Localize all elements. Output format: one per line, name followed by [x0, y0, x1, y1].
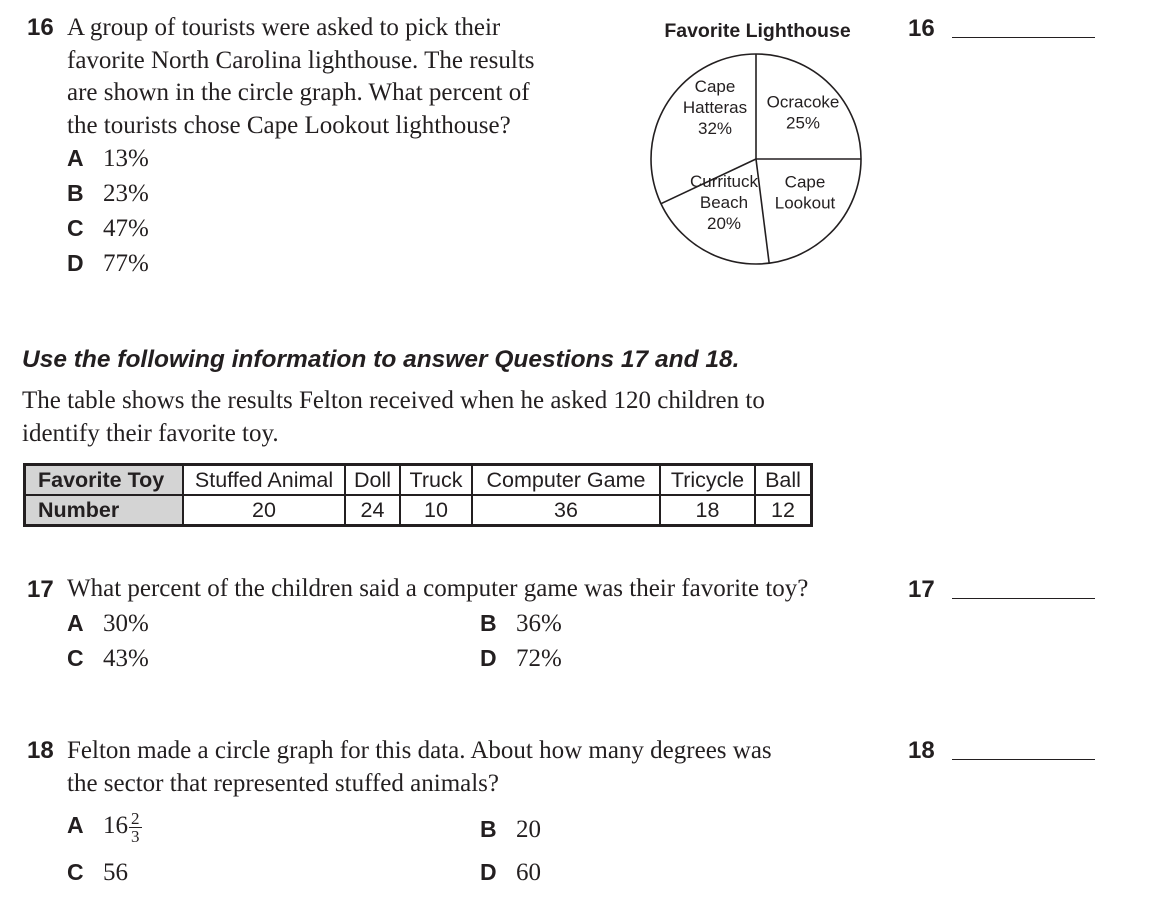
choice-letter: D	[480, 645, 497, 671]
pie-slice-label: Currituck Beach 20%	[689, 172, 759, 233]
table-cell: 24	[345, 495, 400, 526]
choice-letter: C	[67, 859, 84, 885]
choice-a[interactable]	[67, 610, 149, 638]
question-line: the sector that represented stuffed animals?	[67, 769, 500, 797]
choice-b[interactable]	[67, 180, 149, 208]
fraction	[129, 810, 142, 845]
choice-letter: A	[67, 610, 84, 636]
choice-text: 13%	[103, 145, 149, 172]
choice-text: 60	[516, 859, 541, 886]
choice-text: 47%	[103, 215, 149, 242]
table-cell: Ball	[755, 465, 812, 496]
table-cell: Stuffed Animal	[183, 465, 345, 496]
section-intro	[22, 385, 765, 450]
question-line: A group of tourists were asked to pick their	[67, 14, 501, 41]
choice-c[interactable]	[67, 645, 149, 673]
table-cell: Computer Game	[472, 465, 660, 496]
table-cell: 12	[755, 495, 812, 526]
section-heading: Use the following information to answer Questions 17 and 18.	[22, 346, 740, 373]
table-row	[25, 495, 812, 526]
question-line: the tourists chose Cape Lookout lighthouse?	[67, 111, 511, 139]
choice-letter: D	[480, 859, 497, 885]
question-text	[67, 12, 627, 142]
table-cell: Truck	[400, 465, 472, 496]
question-text: What percent of the children said a computer game was their favorite toy?	[67, 575, 809, 602]
choice-b[interactable]	[480, 610, 562, 638]
pie-slice-label: Cape Hatteras 32%	[682, 77, 748, 138]
answer-line-16[interactable]	[952, 37, 1095, 38]
row-header: Favorite Toy	[25, 465, 184, 496]
intro-line: The table shows the results Felton received when he asked 120 children to	[22, 387, 765, 414]
choice-text: 23%	[103, 180, 149, 207]
mixed-number-whole: 16	[103, 812, 128, 840]
choice-d[interactable]	[480, 645, 562, 673]
question-line: Felton made a circle graph for this data. About how many degrees was	[67, 737, 772, 764]
choice-letter: B	[480, 816, 497, 842]
pie-slice-label: Ocracoke 25%	[766, 92, 840, 133]
choice-letter: C	[67, 215, 84, 241]
pie-slice-label: Cape Lookout	[774, 172, 836, 213]
choice-letter: B	[480, 610, 497, 636]
answer-line-18[interactable]	[952, 759, 1095, 760]
choice-c[interactable]	[67, 215, 149, 243]
pie-chart	[640, 45, 880, 275]
row-header: Number	[25, 495, 184, 526]
choice-text: 36%	[516, 610, 562, 637]
choice-letter: D	[67, 250, 84, 276]
choice-a[interactable]	[67, 145, 149, 173]
answer-number: 17	[908, 576, 935, 603]
table-cell: 18	[660, 495, 755, 526]
choice-letter: C	[67, 645, 84, 671]
table-row	[25, 465, 812, 496]
choice-text: 56	[103, 859, 128, 886]
table-cell: Tricycle	[660, 465, 755, 496]
question-number: 18	[27, 737, 54, 764]
table-cell: 36	[472, 495, 660, 526]
question-line: favorite North Carolina lighthouse. The results	[67, 46, 535, 74]
table-cell: 10	[400, 495, 472, 526]
fraction-numerator: 2	[131, 809, 140, 828]
favorite-toy-table	[23, 463, 813, 527]
choice-letter: A	[67, 812, 84, 839]
choice-text: 20	[516, 816, 541, 843]
fraction-denominator: 3	[131, 827, 140, 846]
choice-text: 43%	[103, 645, 149, 672]
choice-b[interactable]	[480, 816, 541, 844]
answer-line-17[interactable]	[952, 598, 1095, 599]
choice-letter: B	[67, 180, 84, 206]
question-number: 16	[27, 14, 54, 41]
choice-c[interactable]	[67, 859, 128, 887]
answer-number: 16	[908, 15, 935, 42]
intro-line: identify their favorite toy.	[22, 419, 279, 447]
chart-title: Favorite Lighthouse	[664, 20, 851, 42]
table-cell: Doll	[345, 465, 400, 496]
choice-letter: A	[67, 145, 84, 171]
choice-d[interactable]	[67, 250, 149, 278]
choice-text: 77%	[103, 250, 149, 277]
choice-text: 30%	[103, 610, 149, 637]
question-line: are shown in the circle graph. What percent of	[67, 79, 530, 106]
question-text	[67, 735, 772, 800]
choice-a[interactable]	[67, 810, 142, 845]
table-cell: 20	[183, 495, 345, 526]
choice-d[interactable]	[480, 859, 541, 887]
choice-text: 72%	[516, 645, 562, 672]
question-number: 17	[27, 576, 54, 603]
answer-number: 18	[908, 737, 935, 764]
